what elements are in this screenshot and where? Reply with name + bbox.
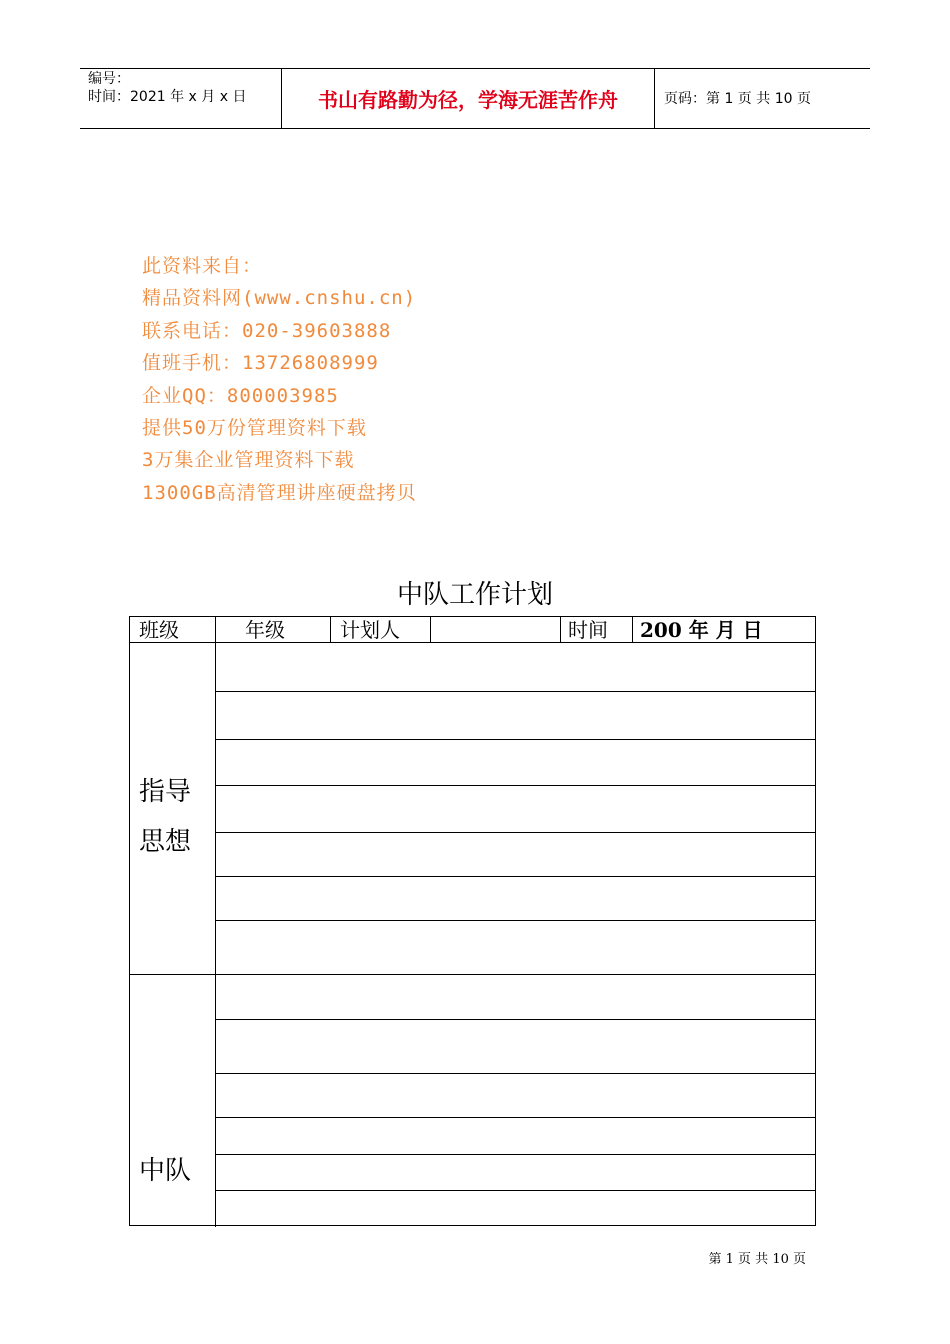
section-label-guiding-thought — [139, 767, 191, 867]
col-rule — [330, 617, 331, 642]
row-rule — [215, 739, 815, 740]
info-line: 此资料来自： — [142, 255, 263, 277]
row-rule — [215, 832, 815, 833]
row-rule — [215, 920, 815, 921]
row-rule — [215, 876, 815, 877]
section-label-line: 指导 — [139, 777, 192, 807]
info-line: 精品资料网(www.cnshu.cn) — [142, 287, 417, 310]
info-line: 值班手机：13726808999 — [142, 352, 379, 375]
header-top-rule — [80, 68, 870, 69]
row-rule — [215, 1019, 815, 1020]
col-rule — [215, 617, 216, 642]
header-number-label: 编号： — [88, 71, 130, 87]
info-line: 企业QQ：800003985 — [142, 384, 339, 407]
col-rule — [560, 617, 561, 642]
info-line: 提供50万份管理资料下载 — [142, 417, 367, 440]
header-page-label: 页码：第 1 页 共 10 页 — [664, 91, 811, 107]
row-rule — [215, 691, 815, 692]
header-bottom-rule — [80, 128, 870, 129]
section-label-squadron — [139, 1146, 191, 1196]
form-title: 中队工作计划 — [396, 580, 553, 610]
plan-form-table — [129, 616, 816, 1226]
label-col-rule — [215, 642, 216, 1227]
time-label: 时间 — [568, 618, 608, 642]
planner-label: 计划人 — [340, 618, 400, 642]
row-rule — [215, 1117, 815, 1118]
header-divider-right — [654, 68, 655, 128]
row-rule — [215, 1154, 815, 1155]
section-label-line: 中队 — [139, 1156, 192, 1186]
date-value: 200 年 月 日 — [640, 618, 763, 642]
class-label: 班级 — [139, 618, 179, 642]
row-rule — [215, 1190, 815, 1191]
header-motto: 书山有路勤为径，学海无涯苦作舟 — [318, 88, 618, 112]
info-line: 3万集企业管理资料下载 — [142, 449, 355, 472]
row-rule — [130, 642, 815, 643]
col-rule — [430, 617, 431, 642]
row-rule — [215, 1073, 815, 1074]
header-time-label: 时间：2021 年 x 月 x 日 — [88, 89, 247, 105]
row-rule — [215, 785, 815, 786]
header-meta — [88, 70, 246, 106]
footer-page-number: 第 1 页 共 10 页 — [708, 1252, 806, 1267]
section-rule — [130, 974, 815, 975]
source-info-block — [142, 250, 417, 509]
col-rule — [632, 617, 633, 642]
section-label-line: 思想 — [139, 827, 192, 857]
info-line: 联系电话：020-39603888 — [142, 319, 392, 342]
grade-label: 年级 — [245, 618, 285, 642]
info-line: 1300GB高清管理讲座硬盘拷贝 — [142, 481, 417, 504]
